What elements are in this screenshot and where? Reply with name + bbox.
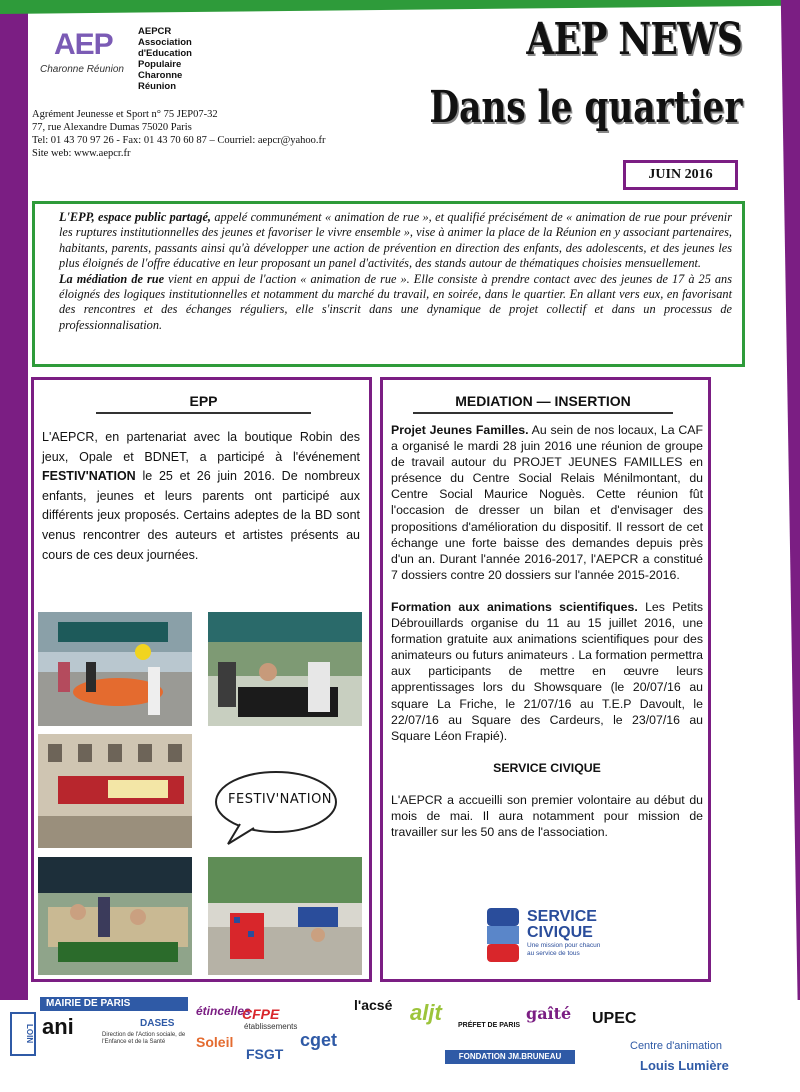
epp-heading: EPP bbox=[96, 390, 311, 414]
soleil-logo: Soleil bbox=[196, 1034, 234, 1050]
logo-caption: Charonne Réunion bbox=[40, 64, 124, 75]
intro-box bbox=[32, 201, 745, 367]
org-name bbox=[138, 26, 192, 92]
org-line: Charonne bbox=[138, 70, 183, 81]
service-civique-logo bbox=[483, 904, 603, 968]
upec-logo: UPEC bbox=[592, 1010, 637, 1027]
cfpe-caption: établissements bbox=[244, 1022, 298, 1031]
dases-logo: DASES bbox=[140, 1018, 175, 1029]
left-purple-stripe bbox=[0, 0, 28, 1000]
article-formation: Formation aux animations scientifiques. Les Petits Débrouillards organise du 11 au 15 juillet 2016, une formation gratuite aux animations scientifiques pour des animateurs ou futurs animateurs . La formation permettra aux participants de mettre en œuvre leurs apprentissages lors du Showsquare (le 20/07/16 au square La Friche, le 21/07/16 au T.E.P Davoult, le 22/07/16 au Square des Cardeurs, le 23/07/16 au Square Léon Frapié). bbox=[391, 599, 703, 743]
fondation-bruneau-logo: FONDATION JM.BRUNEAU bbox=[445, 1050, 575, 1064]
logo-mark: AEP bbox=[54, 28, 113, 61]
epp-article: L'AEPCR, en partenariat avec la boutique Robin des jeux, Opale et BDNET, a participé à l'événement FESTIV'NATION le 25 et 26 juin 2016. De nombreux enfants, jeunes et leurs parents ont participé aux différents jeux proposés. Certains adeptes de la BD sont venus rencontrer des auteurs et artistes présents au cours de ces deux journées. bbox=[42, 430, 360, 562]
event-name: FESTIV'NATION bbox=[42, 469, 136, 484]
centre-animation-line2: Louis Lumière bbox=[640, 1058, 729, 1073]
photo-outdoor-games bbox=[38, 612, 192, 726]
contact-line: 77, rue Alexandre Dumas 75020 Paris bbox=[32, 122, 192, 133]
contact-line: Agrément Jeunesse et Sport n° 75 JEP07-32 bbox=[32, 109, 218, 120]
photo-festival-banner bbox=[38, 734, 192, 848]
article-service-civique: L'AEPCR a accueilli son premier volontaire au début du mois de mai. Il aura notamment pour mission de travailler sur les 50 ans de l'association. bbox=[391, 792, 703, 840]
photo-giant-connect-four bbox=[208, 857, 362, 975]
festivnation-speech-bubble bbox=[210, 768, 340, 848]
mediation-articles bbox=[391, 422, 703, 856]
org-line: Réunion bbox=[138, 81, 176, 92]
org-line: AEPCR bbox=[138, 26, 172, 37]
contact-line: Site web: www.aepcr.fr bbox=[32, 148, 131, 159]
issue-date: JUIN 2016 bbox=[623, 160, 738, 190]
contact-line: Tel: 01 43 70 97 26 - Fax: 01 43 70 60 87 – Courriel: aepcr@yahoo.fr bbox=[32, 135, 326, 146]
photo-game-tables bbox=[208, 612, 362, 726]
aep-logo bbox=[40, 28, 130, 80]
service-civique-word: CIVIQUE bbox=[527, 924, 593, 941]
newsletter-subtitle: Dans le quartier bbox=[428, 82, 742, 133]
org-line: d'Education bbox=[138, 48, 192, 59]
intro-paragraph-mediation: La médiation de rue vient en appui de l'action « animation de rue ». Elle consiste à prendre contact avec des jeunes de 17 à 25 ans éloignés des logiques institutionnelles et notamment du marché du travail, en soirée, dans le quartier. En allant vers eux, en favorisant des rencontres et des échanges réguliers, elle s'inscrit dans une dynamique de projet collectif et dans un processus de professionnalisation. bbox=[59, 271, 732, 332]
loin-logo: LOIN bbox=[10, 1012, 36, 1056]
centre-animation-line1: Centre d'animation bbox=[630, 1040, 722, 1052]
contact-block bbox=[32, 108, 326, 160]
org-line: Populaire bbox=[138, 59, 182, 70]
newsletter-title: AEP NEWS bbox=[526, 14, 742, 65]
service-civique-title: SERVICE CIVIQUE bbox=[493, 760, 601, 775]
service-civique-tagline: Une mission pour chacun au service de tous bbox=[527, 942, 601, 957]
mediation-heading: MEDIATION — INSERTION bbox=[413, 390, 673, 414]
service-civique-s-icon bbox=[483, 904, 523, 968]
mediation-column bbox=[380, 377, 711, 982]
intro-paragraph-epp: L'EPP, espace public partagé, appelé communément « animation de rue », et qualifié précisément de « animation de rue pour prévenir les ruptures institutionnelles des jeunes et favoriser le vivre ensemble », vise à animer la place de la Réunion en y associant partenaires, habitants, parents, passants ainsi qu'à développer une action de prévention en direction des enfants, des adolescents, et des jeunes les plus éloignés de l'offre éducative en leur proposant un panel d'activités, des stands autour de thématiques choisies mensuellement. bbox=[59, 210, 732, 271]
etincelles-logo: étincelles bbox=[196, 1004, 251, 1018]
prefet-logo: PRÉFET DE PARIS bbox=[458, 1022, 521, 1029]
mairie-de-paris-logo: MAIRIE DE PARIS bbox=[40, 997, 188, 1011]
fsgt-logo: FSGT bbox=[246, 1046, 284, 1062]
org-line: Association bbox=[138, 37, 192, 48]
acse-logo: l'acsé bbox=[354, 997, 393, 1013]
cfpe-logo: CFPE bbox=[242, 1006, 280, 1022]
gaite-logo: gaîté bbox=[526, 1004, 572, 1023]
cget-logo: cget bbox=[300, 1030, 338, 1050]
right-purple-stripe bbox=[752, 0, 800, 1000]
bubble-text: FESTIV'NATION bbox=[228, 792, 333, 807]
ani-logo: ani bbox=[42, 1014, 74, 1039]
photo-children-playing bbox=[38, 857, 192, 975]
dases-caption: Direction de l'Action sociale, de l'Enfance et de la Santé bbox=[102, 1032, 186, 1045]
service-civique-word: SERVICE bbox=[527, 908, 597, 925]
top-green-stripe bbox=[0, 0, 800, 14]
aljt-logo: aljt bbox=[410, 1000, 442, 1025]
article-jeunes-familles: Projet Jeunes Familles. Au sein de nos locaux, La CAF a organisé le mardi 28 juin 2016 une réunion de groupe de travail autour du PROJET JEUNES FAMILLES en présence du Centre Social Relais Ménilmontant, du Centre Social Maurice Noguès. Cette réunion fût l'occasion de dresser un bilan et d'envisager des propositions d'amélioration du dispositif. Il ressort de cet échange une forte baisse des demandes depuis près d'un an. Durant l'année 2016-2017, l'AEPCR a constitué 7 dossiers contre 20 dossiers sur l'année 2015-2016. bbox=[391, 423, 703, 582]
